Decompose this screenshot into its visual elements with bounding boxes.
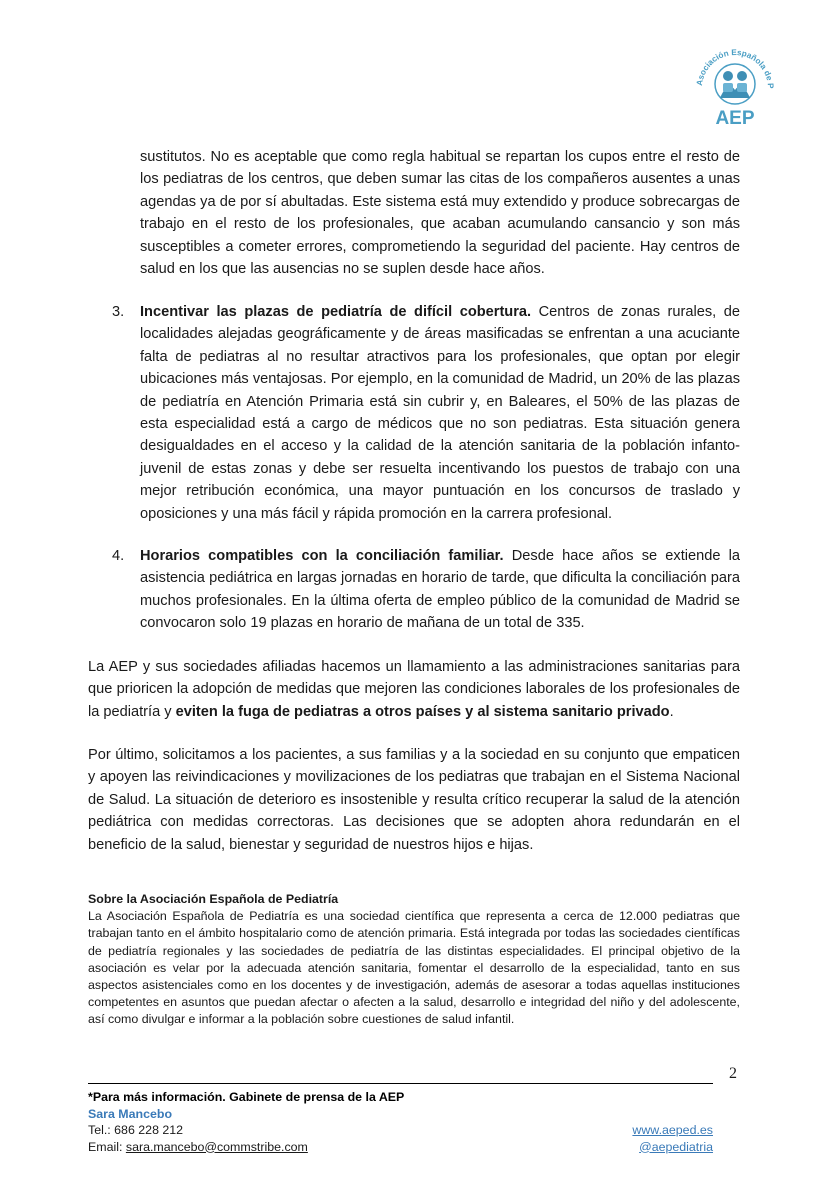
final-paragraph: Por último, solicitamos a los pacientes, a sus familias y a la sociedad en su conjunto que empaticen y apoyen las reivindicaciones y movilizaciones de los pediatras que trabajan en el Sistema Nacional de Salud. La situación de deterioro es insostenible y resulta crítico recuperar la salud de la atención pediátrica con medidas correctoras. Las decisiones que se adopten ahora redundarán en el beneficio de la salud, bienestar y seguridad de nuestros hijos e hijas. bbox=[88, 747, 740, 853]
about-title: Sobre la Asociación Española de Pediatría bbox=[88, 892, 339, 906]
footer-links bbox=[630, 1122, 713, 1155]
twitter-link[interactable]: @aepediatria bbox=[639, 1139, 713, 1154]
item-4-text: Desde hace años se extiende la asistencia pediátrica en largas jornadas en horario de tarde, que dificulta la conciliación para muchos profesionales. En la última oferta de empleo público de la comunidad de Madrid se convocaron solo 19 plazas en horario de mañana de un total de 335. bbox=[140, 548, 740, 632]
website-link[interactable]: www.aeped.es bbox=[632, 1123, 713, 1137]
item-3-text: Centros de zonas rurales, de localidades alejadas geográficamente y de áreas masificadas se enfrentan a una acuciante falta de pediatras al no resultar atractivos para los profesionales, que optan por elegir ubicaciones más ventajosas. Por ejemplo, en la comunidad de Madrid, un 20% de las plazas de pediatría en Atención Primaria está sin cubrir y, en Baleares, el 50% de las plazas de esta especialidad está a cargo de médicos que no son pediatras. Esta situación genera desigualdades en el acceso y la calidad de la atención sanitaria de la población infanto-juvenil de estas zonas y debe ser resuelta incentivando los puestos de trabajo con una mejor retribución económica, una mayor puntuación en los concursos de traslado y oposiciones y una más fácil y rápida promoción en la carrera profesional. bbox=[140, 304, 740, 522]
item-4 bbox=[140, 545, 740, 635]
item-3 bbox=[140, 301, 740, 525]
item-4-number: 4. bbox=[112, 548, 125, 564]
press-note: *Para más información. Gabinete de prensa de la AEP bbox=[88, 1090, 405, 1104]
call-paragraph bbox=[88, 656, 740, 723]
email-label: Email: bbox=[88, 1139, 126, 1154]
logo-arc-text: Asociación Española de P bbox=[695, 47, 776, 89]
contact-email-row bbox=[88, 1139, 404, 1156]
contact-phone: Tel.: 686 228 212 bbox=[88, 1123, 184, 1137]
call-bold: eviten la fuga de pediatras a otros países y al sistema sanitario privado bbox=[175, 703, 670, 720]
email-link[interactable]: sara.mancebo@commstribe.com bbox=[125, 1139, 308, 1154]
call-end: . bbox=[669, 703, 674, 720]
footer-divider bbox=[88, 1083, 713, 1084]
contact-name: Sara Mancebo bbox=[88, 1106, 173, 1121]
aep-logo-graphic bbox=[690, 36, 780, 128]
call-text: La AEP y sus sociedades afiliadas hacemos un llamamiento a las administraciones sanitarias para que prioricen la adopción de medidas que mejoren las condiciones laborales de los profesionales de la pediatría y bbox=[88, 659, 740, 720]
logo-acronym: AEP bbox=[715, 108, 755, 128]
intro-paragraph: sustitutos. No es aceptable que como regla habitual se repartan los cupos entre el resto de los pediatras de los centros, que deben sumar las citas de los compañeros ausentes a unas agendas ya de por sí abultadas. Este sistema está muy extendido y produce sobrecargas de trabajo en el resto de los profesionales, que acaban acumulando cansancio y son más susceptibles a cometer errores, comprometiendo la seguridad del paciente. Hay centros de salud en los que las ausencias no se suplen desde hace años. bbox=[140, 149, 740, 278]
page-number: 2 bbox=[729, 1065, 737, 1082]
item-3-heading: Incentivar las plazas de pediatría de difícil cobertura. bbox=[140, 304, 532, 320]
about-section bbox=[88, 891, 740, 1029]
about-text: La Asociación Española de Pediatría es una sociedad científica que representa a cerca de 12.000 pediatras que trabajan tanto en el ámbito hospitalario como de atención primaria. Está integrada por todas las sociedades científicas de pediatría regionales y las sociedades de pediatría de las distintas especialidades. El principal objetivo de la asociación es velar por la adecuada atención sanitaria, fomentar el desarrollo de la especialidad, tanto en sus aspectos asistenciales como en los docentes y de investigación, además de asesorar a todas aquellas instituciones competentes en asuntos que puedan afectar o afecten a la salud, desarrollo e integridad del niño y del adolescente, así como divulgar e informar a la población sobre cuestiones de salud infantil. bbox=[88, 909, 740, 1027]
footer-contact bbox=[88, 1089, 404, 1155]
item-3-number: 3. bbox=[112, 304, 125, 320]
aep-logo bbox=[690, 36, 780, 128]
item-4-heading: Horarios compatibles con la conciliación familiar. bbox=[140, 548, 504, 564]
